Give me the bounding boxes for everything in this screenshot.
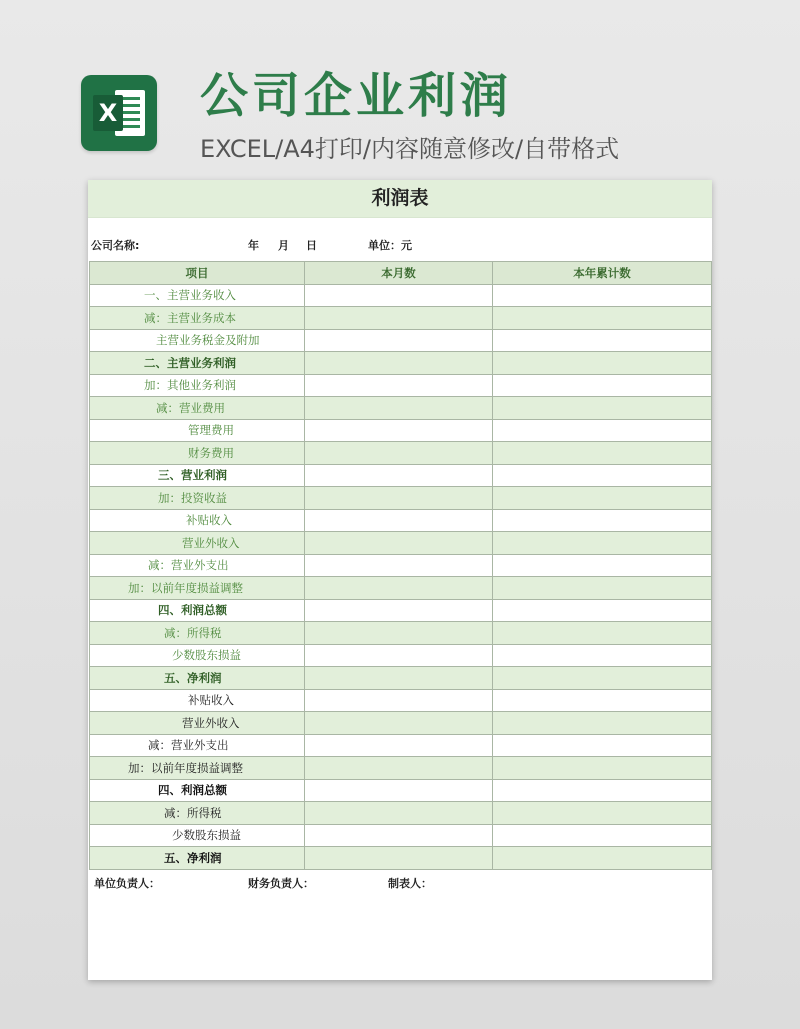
page-title: 公司企业利润: [200, 68, 513, 124]
ytd-value-cell[interactable]: [493, 847, 712, 870]
column-header-ytd: 本年累计数: [493, 262, 712, 285]
ytd-value-cell[interactable]: [493, 487, 712, 510]
table-row: [90, 509, 712, 532]
table-row: [90, 734, 712, 757]
ytd-value-cell[interactable]: [493, 712, 712, 735]
table-row: [90, 532, 712, 555]
ytd-value-cell[interactable]: [493, 374, 712, 397]
month-value-cell[interactable]: [305, 577, 493, 600]
month-value-cell[interactable]: [305, 284, 493, 307]
month-value-cell[interactable]: [305, 802, 493, 825]
row-label-cell[interactable]: 管理费用: [90, 419, 305, 442]
row-label-cell[interactable]: 加：以前年度损益调整: [90, 757, 305, 780]
table-header-row: [90, 262, 712, 285]
column-header-month: 本月数: [305, 262, 493, 285]
table-row: [90, 577, 712, 600]
month-value-cell[interactable]: [305, 599, 493, 622]
table-row: [90, 554, 712, 577]
row-label-cell[interactable]: 补贴收入: [90, 509, 305, 532]
row-label-cell[interactable]: 四、利润总额: [90, 599, 305, 622]
table-row: [90, 419, 712, 442]
row-label-cell[interactable]: 主营业务税金及附加: [90, 329, 305, 352]
ytd-value-cell[interactable]: [493, 734, 712, 757]
month-label: 月: [278, 239, 289, 253]
profit-table: [89, 261, 712, 870]
unit-label: 单位：元: [368, 239, 412, 253]
ytd-value-cell[interactable]: [493, 329, 712, 352]
table-row: [90, 307, 712, 330]
table-row: [90, 689, 712, 712]
table-row: [90, 374, 712, 397]
ytd-value-cell[interactable]: [493, 419, 712, 442]
row-label-cell[interactable]: 减：所得税: [90, 622, 305, 645]
month-value-cell[interactable]: [305, 554, 493, 577]
ytd-value-cell[interactable]: [493, 554, 712, 577]
ytd-value-cell[interactable]: [493, 802, 712, 825]
table-row: [90, 757, 712, 780]
row-label-cell[interactable]: 一、主营业务收入: [90, 284, 305, 307]
row-label-cell[interactable]: 财务费用: [90, 442, 305, 465]
table-row: [90, 644, 712, 667]
month-value-cell[interactable]: [305, 509, 493, 532]
ytd-value-cell[interactable]: [493, 532, 712, 555]
ytd-value-cell[interactable]: [493, 622, 712, 645]
row-label-cell[interactable]: 减：所得税: [90, 802, 305, 825]
month-value-cell[interactable]: [305, 352, 493, 375]
month-value-cell[interactable]: [305, 779, 493, 802]
excel-logo-icon: [81, 75, 157, 151]
row-label-cell[interactable]: 减：营业费用: [90, 397, 305, 420]
ytd-value-cell[interactable]: [493, 644, 712, 667]
ytd-value-cell[interactable]: [493, 284, 712, 307]
row-label-cell[interactable]: 加：投资收益: [90, 487, 305, 510]
table-row: [90, 824, 712, 847]
row-label-cell[interactable]: 四、利润总额: [90, 779, 305, 802]
table-row: [90, 779, 712, 802]
row-label-cell[interactable]: 补贴收入: [90, 689, 305, 712]
month-value-cell[interactable]: [305, 644, 493, 667]
row-label-cell[interactable]: 三、营业利润: [90, 464, 305, 487]
month-value-cell[interactable]: [305, 307, 493, 330]
row-label-cell[interactable]: 少数股东损益: [90, 644, 305, 667]
month-value-cell[interactable]: [305, 689, 493, 712]
ytd-value-cell[interactable]: [493, 509, 712, 532]
table-row: [90, 712, 712, 735]
month-value-cell[interactable]: [305, 397, 493, 420]
column-header-item: 项目: [90, 262, 305, 285]
month-value-cell[interactable]: [305, 847, 493, 870]
month-value-cell[interactable]: [305, 329, 493, 352]
spreadsheet-page: [88, 180, 712, 980]
row-label-cell[interactable]: 减：主营业务成本: [90, 307, 305, 330]
finance-head-label: 财务负责人：: [248, 876, 314, 890]
table-row: [90, 487, 712, 510]
ytd-value-cell[interactable]: [493, 464, 712, 487]
ytd-value-cell[interactable]: [493, 757, 712, 780]
table-row: [90, 442, 712, 465]
month-value-cell[interactable]: [305, 532, 493, 555]
table-row: [90, 329, 712, 352]
sheet-title: 利润表: [88, 180, 712, 218]
table-row: [90, 464, 712, 487]
ytd-value-cell[interactable]: [493, 824, 712, 847]
table-row: [90, 847, 712, 870]
month-value-cell[interactable]: [305, 419, 493, 442]
table-row: [90, 284, 712, 307]
row-label-cell[interactable]: 五、净利润: [90, 847, 305, 870]
row-label-cell[interactable]: 减：营业外支出: [90, 734, 305, 757]
ytd-value-cell[interactable]: [493, 442, 712, 465]
table-row: [90, 667, 712, 690]
month-value-cell[interactable]: [305, 622, 493, 645]
ytd-value-cell[interactable]: [493, 577, 712, 600]
month-value-cell[interactable]: [305, 487, 493, 510]
month-value-cell[interactable]: [305, 734, 493, 757]
row-label-cell[interactable]: 营业外收入: [90, 532, 305, 555]
page-subtitle: EXCEL/A4打印/内容随意修改/自带格式: [200, 135, 620, 163]
row-label-cell[interactable]: 五、净利润: [90, 667, 305, 690]
month-value-cell[interactable]: [305, 712, 493, 735]
table-row: [90, 352, 712, 375]
preparer-label: 制表人：: [388, 876, 432, 890]
ytd-value-cell[interactable]: [493, 599, 712, 622]
row-label-cell[interactable]: 少数股东损益: [90, 824, 305, 847]
ytd-value-cell[interactable]: [493, 667, 712, 690]
year-label: 年: [248, 239, 259, 253]
day-label: 日: [306, 239, 317, 253]
table-row: [90, 622, 712, 645]
ytd-value-cell[interactable]: [493, 397, 712, 420]
row-label-cell[interactable]: 营业外收入: [90, 712, 305, 735]
table-row: [90, 802, 712, 825]
ytd-value-cell[interactable]: [493, 307, 712, 330]
row-label-cell[interactable]: 二、主营业务利润: [90, 352, 305, 375]
month-value-cell[interactable]: [305, 442, 493, 465]
row-label-cell[interactable]: 减：营业外支出: [90, 554, 305, 577]
ytd-value-cell[interactable]: [493, 352, 712, 375]
month-value-cell[interactable]: [305, 464, 493, 487]
ytd-value-cell[interactable]: [493, 779, 712, 802]
unit-head-label: 单位负责人：: [94, 876, 160, 890]
row-label-cell[interactable]: 加：以前年度损益调整: [90, 577, 305, 600]
ytd-value-cell[interactable]: [493, 689, 712, 712]
excel-x-icon: X: [93, 95, 123, 131]
month-value-cell[interactable]: [305, 667, 493, 690]
table-row: [90, 397, 712, 420]
row-label-cell[interactable]: 加：其他业务利润: [90, 374, 305, 397]
table-row: [90, 599, 712, 622]
month-value-cell[interactable]: [305, 374, 493, 397]
signature-row: [88, 870, 712, 894]
sheet-info-row: [88, 218, 712, 261]
company-name-label: 公司名称:: [91, 239, 140, 253]
month-value-cell[interactable]: [305, 757, 493, 780]
month-value-cell[interactable]: [305, 824, 493, 847]
